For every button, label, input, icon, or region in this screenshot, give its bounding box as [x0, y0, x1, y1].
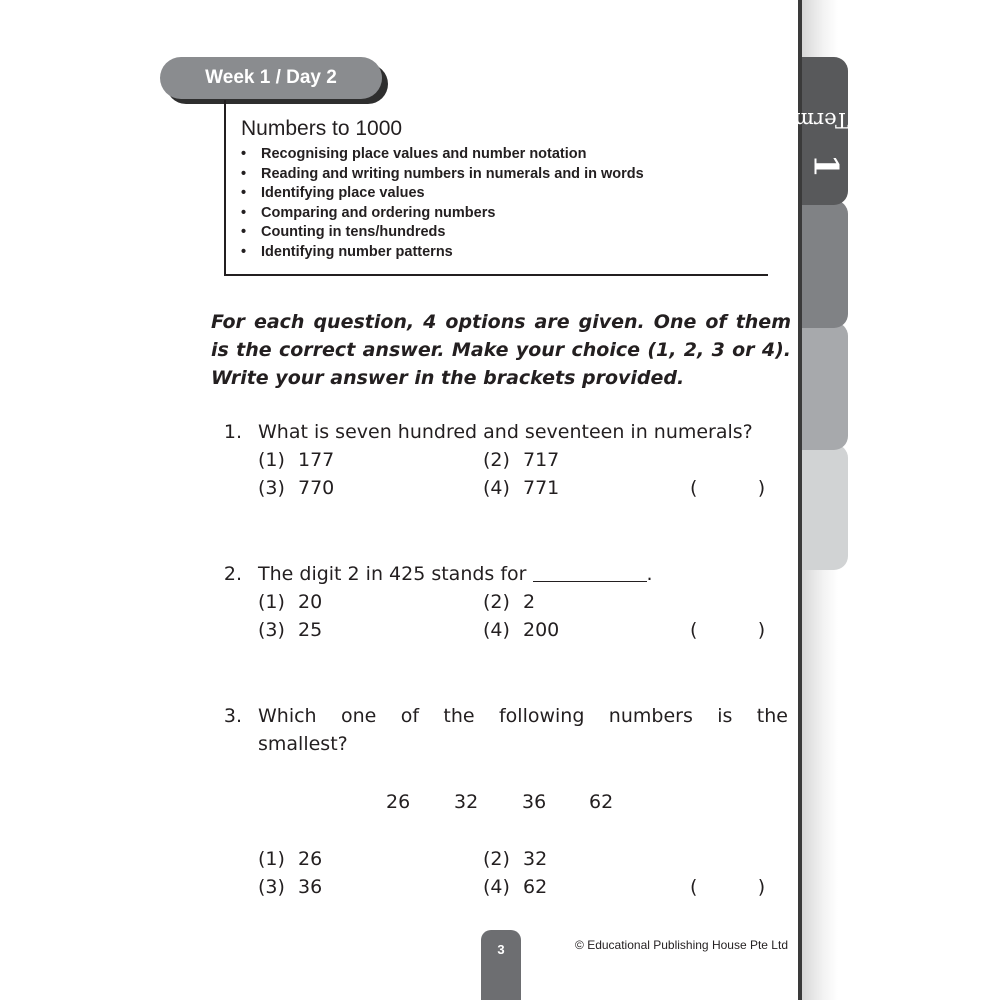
- option-4: (4) 771: [483, 477, 560, 499]
- side-tab-3: [802, 322, 848, 450]
- topic-bullet-list: [241, 145, 644, 263]
- topic-bullet: • Counting in tens/hundreds: [241, 223, 644, 243]
- topic-title: Numbers to 1000: [241, 117, 403, 140]
- option-3: (3) 36: [258, 876, 323, 898]
- question-text: What is seven hundred and seventeen in numerals?: [258, 421, 753, 443]
- week-day-label: Week 1 / Day 2: [160, 57, 382, 99]
- answer-blank-line: [533, 581, 647, 582]
- copyright-notice: © Educational Publishing House Pte Ltd: [575, 938, 788, 952]
- question-text-end: .: [646, 563, 653, 585]
- option-2: (2) 32: [483, 848, 548, 870]
- option-4: (4) 62: [483, 876, 548, 898]
- page-number: 3: [481, 930, 521, 1000]
- option-1: (1) 26: [258, 848, 323, 870]
- number-item: 62: [589, 791, 614, 813]
- topic-bullet: • Comparing and ordering numbers: [241, 204, 644, 224]
- question-number: 1.: [223, 421, 242, 443]
- term-number: 1: [806, 153, 846, 178]
- answer-bracket[interactable]: ( ): [690, 477, 766, 499]
- number-item: 32: [454, 791, 479, 813]
- question-number: 3.: [223, 705, 242, 727]
- number-item: 36: [522, 791, 547, 813]
- side-tab-2: [802, 200, 848, 328]
- term-label: Term: [794, 107, 850, 132]
- topic-bullet: • Recognising place values and number notation: [241, 145, 644, 165]
- topic-bullet: • Reading and writing numbers in numerals and in words: [241, 165, 644, 185]
- topic-bullet: • Identifying place values: [241, 184, 644, 204]
- side-tab-label: [794, 85, 850, 185]
- option-1: (1) 20: [258, 591, 323, 613]
- answer-bracket[interactable]: ( ): [690, 876, 766, 898]
- option-4: (4) 200: [483, 619, 560, 641]
- number-item: 26: [386, 791, 411, 813]
- option-3: (3) 770: [258, 477, 335, 499]
- option-2: (2) 2: [483, 591, 536, 613]
- question-text-line-1: Which one of the following numbers is the: [258, 705, 788, 727]
- question-text-line-2: smallest?: [258, 733, 348, 755]
- answer-bracket[interactable]: ( ): [690, 619, 766, 641]
- number-list: [386, 788, 626, 816]
- option-2: (2) 717: [483, 449, 560, 471]
- option-1: (1) 177: [258, 449, 335, 471]
- instructions: For each question, 4 options are given. One of them is the correct answer. Make your choice (1, 2, 3 or 4). Write your answer in the brackets provided.: [211, 311, 791, 389]
- side-tab-4: [802, 444, 848, 570]
- question-3-line-2: [258, 730, 348, 758]
- option-3: (3) 25: [258, 619, 323, 641]
- question-text: The digit 2 in 425 stands for: [258, 563, 527, 585]
- question-number: 2.: [223, 563, 242, 585]
- topic-bullet: • Identifying number patterns: [241, 243, 644, 263]
